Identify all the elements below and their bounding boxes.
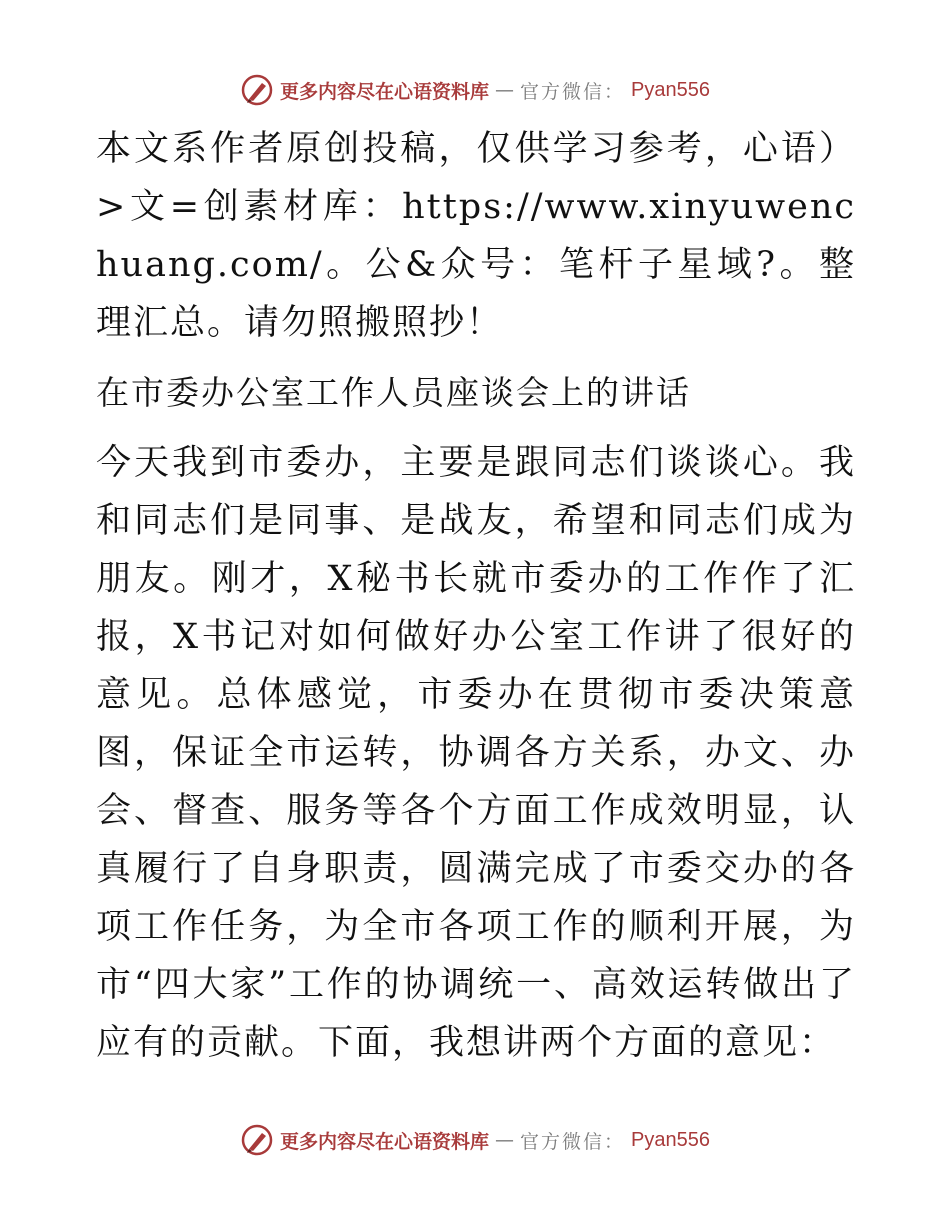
footer-wechat-id: Pyan556 (631, 1128, 710, 1151)
footer-banner-text: 更多内容尽在心语资料库 (280, 1130, 490, 1153)
pen-logo-icon (240, 1123, 274, 1157)
document-content (96, 120, 856, 1084)
header-banner-dash: — (495, 79, 515, 101)
speech-title: 在市委办公室工作人员座谈会上的讲话 (96, 373, 691, 412)
header-banner-text: 更多内容尽在心语资料库 (280, 80, 490, 103)
footer-banner-dash: — (495, 1129, 515, 1151)
header-banner (0, 70, 950, 110)
footer-banner (0, 1120, 950, 1160)
pen-logo-icon (240, 73, 274, 107)
speech-body-paragraph: 今天我到市委办，主要是跟同志们谈谈心。我和同志们是同事、是战友，希望和同志们成为朋友。刚才，X秘书长就市委办的工作作了汇报，X书记对如何做好办公室工作讲了很好的意见。总体感觉，市委办在贯彻市委决策意图，保证全市运转，协调各方关系，办文、办会、督查、服务等各个方面工作成效明显，认真履行了自身职责，圆满完成了市委交办的各项工作任务，为全市各项工作的顺利开展，为市“四大家”工作的协调统一、高效运转做出了应有的贡献。下面，我想讲两个方面的意见： (96, 443, 856, 1063)
header-wechat-label: 官方微信： (520, 80, 626, 103)
footer-wechat-label: 官方微信： (520, 1130, 626, 1153)
header-wechat-id: Pyan556 (631, 78, 710, 101)
copyright-notice: 本文系作者原创投稿，仅供学习参考，心语）>文=创素材库：https://www.xinyuwenchuang.com/。公&众号：笔杆子星域?。整理汇总。请勿照搬照抄！ (96, 129, 856, 343)
header-banner-inner (240, 73, 710, 107)
footer-banner-inner (240, 1123, 710, 1157)
